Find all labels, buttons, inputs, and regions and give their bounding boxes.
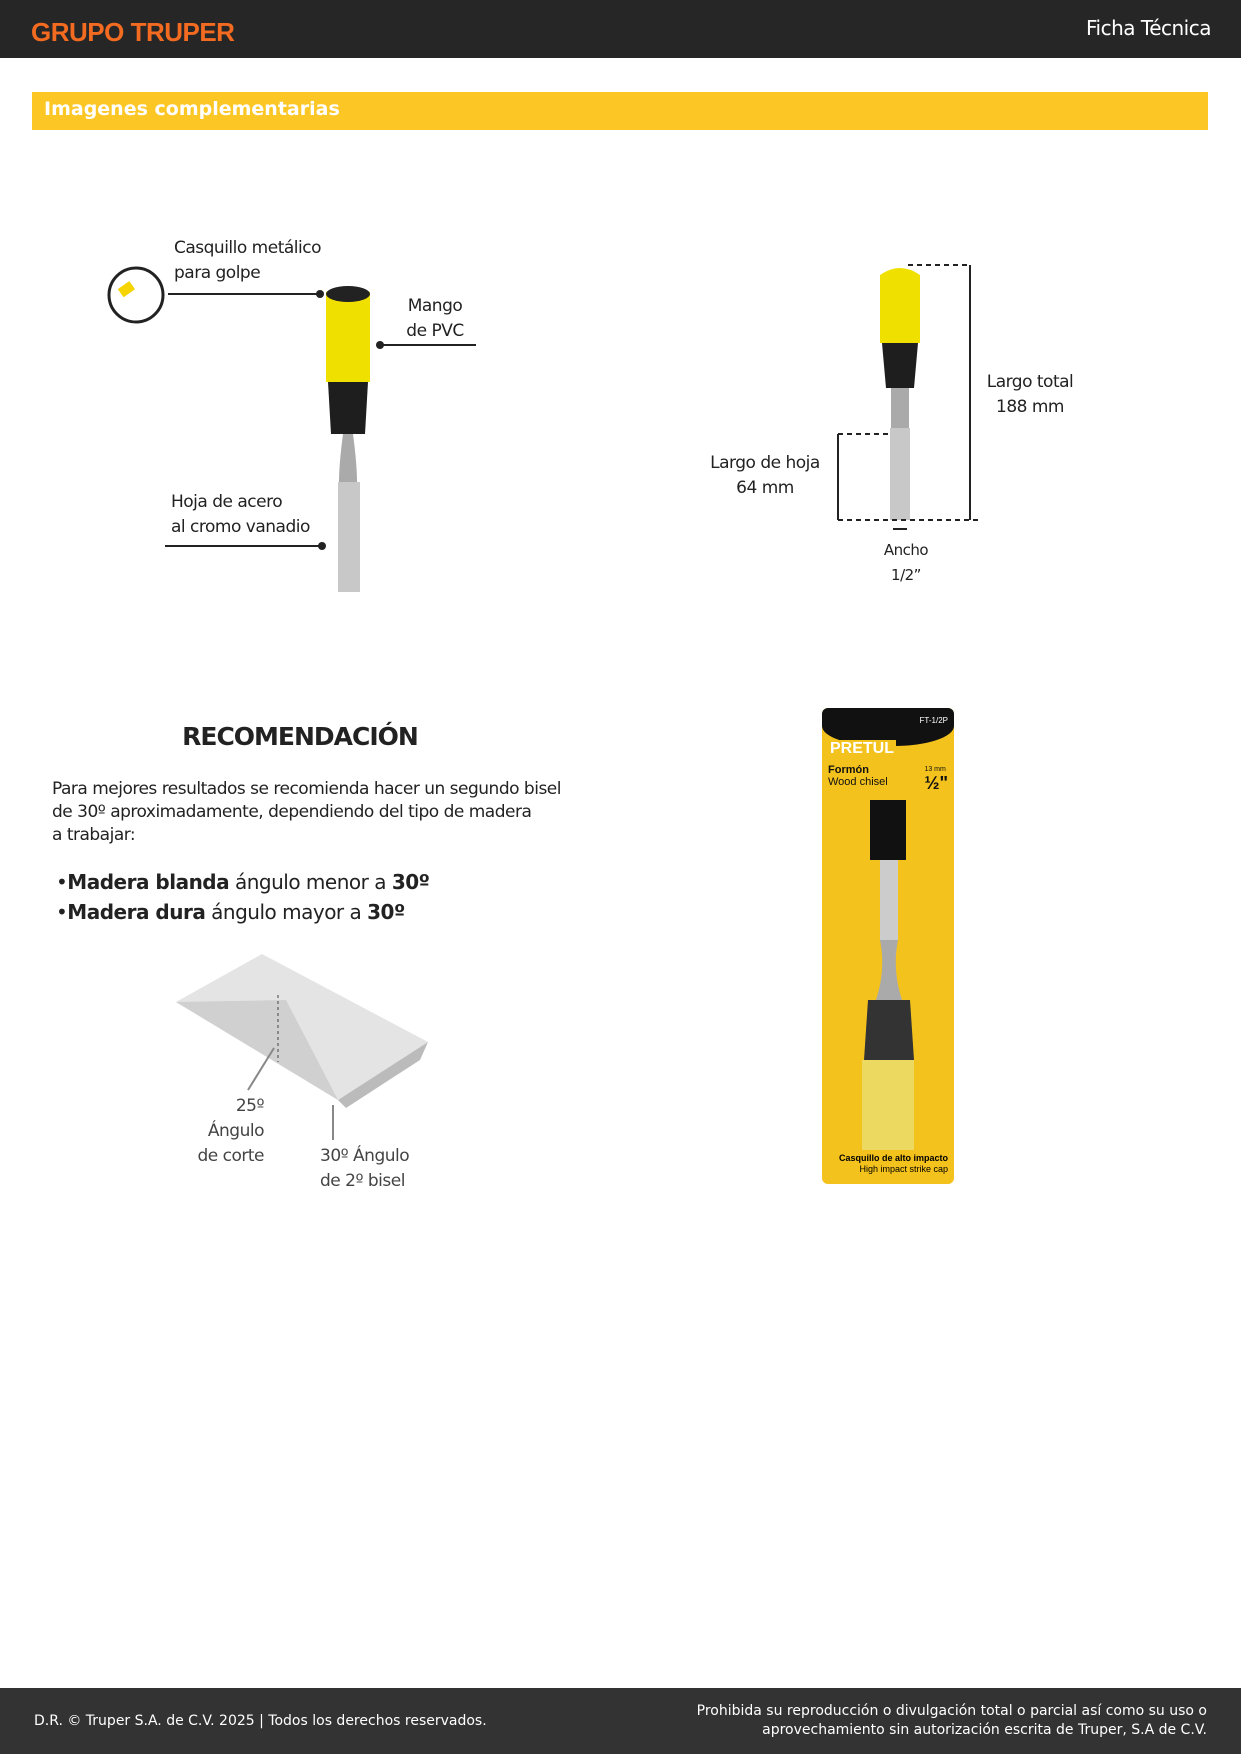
package-size: 13 mm ½" xyxy=(924,766,948,793)
chisel-dimension-illustration xyxy=(838,265,978,529)
footer-disclaimer: Prohibida su reproducción o divulgación total o parcial así como su uso o aprovechamiento sin autorización escrita de Truper, S.A de C.V. xyxy=(696,1703,1207,1738)
second-bevel-label: 30º Ángulo de 2º bisel xyxy=(320,1146,410,1191)
package-code: FT-1/2P xyxy=(822,708,954,746)
section-heading: Imagenes complementarias xyxy=(32,92,1208,130)
footer xyxy=(0,1688,1241,1754)
cutting-angle-label: 25º Ángulo de corte xyxy=(197,1096,264,1166)
recommendation-title: RECOMENDACIÓN xyxy=(182,722,418,751)
blade-length-label: Largo de hoja 64 mm xyxy=(710,453,820,498)
product-package-image xyxy=(822,708,954,1184)
handle-label: Mango de PVC xyxy=(406,296,464,341)
page-title: Ficha Técnica xyxy=(1086,16,1211,40)
package-cap-text: Casquillo de alto impacto High impact strike cap xyxy=(826,1152,950,1176)
package-name: Formón Wood chisel xyxy=(828,764,888,788)
width-label: Ancho 1/2” xyxy=(883,541,929,584)
recommendation-text: Para mejores resultados se recomienda hacer un segundo bisel de 30º aproximadamente, dependiendo del tipo de madera a trabajar: xyxy=(52,779,561,845)
cap-label: Casquillo metálico para golpe xyxy=(174,238,321,283)
package-brand: PRETUL xyxy=(830,740,894,757)
bullet-hard-wood: •Madera dura ángulo mayor a 30º xyxy=(56,900,405,924)
bullet-soft-wood: •Madera blanda ángulo menor a 30º xyxy=(56,870,430,894)
footer-copyright: D.R. © Truper S.A. de C.V. 2025 | Todos los derechos reservados. xyxy=(34,1713,487,1729)
total-length-label: Largo total 188 mm xyxy=(986,372,1074,417)
blade-label: Hoja de acero al cromo vanadio xyxy=(171,492,310,537)
package-chisel xyxy=(822,708,954,1184)
grupo-truper-logo: GRUPO TRUPER xyxy=(31,17,235,47)
